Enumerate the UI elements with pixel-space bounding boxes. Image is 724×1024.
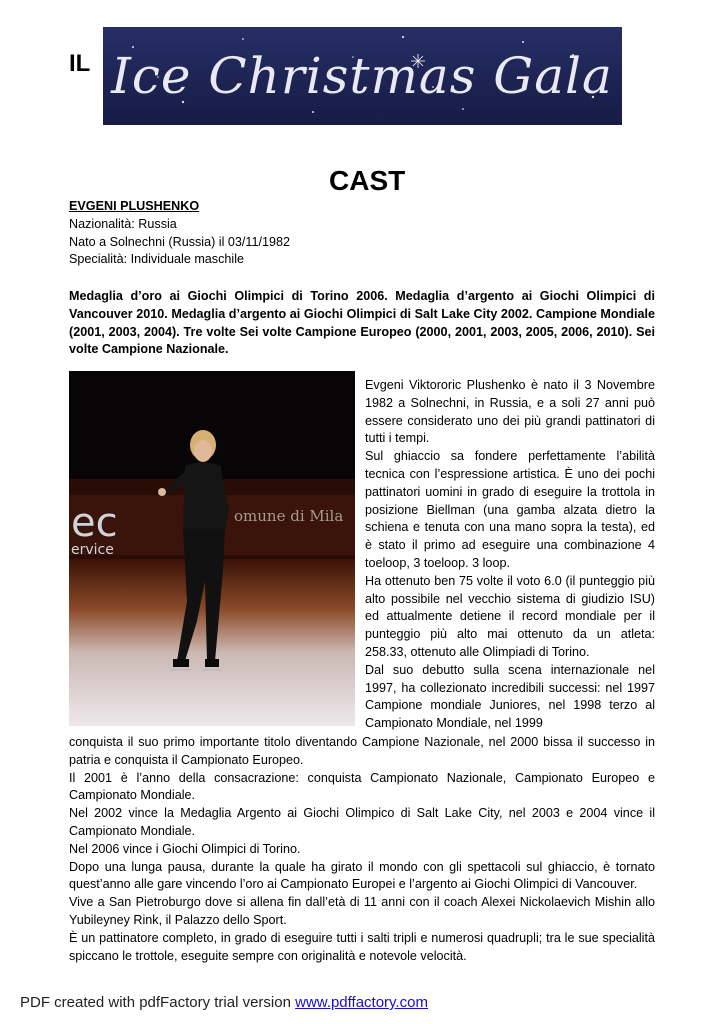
banner-title: Ice Christmas Gala xyxy=(111,47,613,105)
athlete-birth: Nato a Solnechni (Russia) il 03/11/1982 xyxy=(69,234,290,249)
bio-paragraph: Nel 2006 vince i Giochi Olimpici di Torino. xyxy=(69,841,301,856)
bio-paragraph: Sul ghiaccio sa fondere perfettamente l’abilità tecnica con l’espressione artistica. È uno dei pochi pattinatori uomini in grado di eseguire la trottola in posizione Biellman (una gamba alzata dietro la schiena e tenuta con una mano sopra la testa), ed è stato il primo ad eseguire una combinazione 4 toeloop, 3 toeloop. 3 loop. xyxy=(365,449,655,570)
athlete-nationality: Nazionalità: Russia xyxy=(69,216,177,231)
bio-paragraph: Nel 2002 vince la Medaglia Argento ai Giochi Olimpico di Salt Lake City, nel 2003 e 2004 vince il Campionato Mondiale. xyxy=(69,806,655,838)
bio-paragraph: Vive a San Pietroburgo dove si allena fin dall’età di 11 anni con il coach Alexei Nickolaevich Mishin allo Yubileyney Rink, il Palazzo dello Sport. xyxy=(69,895,655,927)
biography-column xyxy=(365,377,655,733)
biography-continued xyxy=(69,734,655,965)
header-prefix: IL xyxy=(69,50,91,77)
awards-summary: Medaglia d’oro ai Giochi Olimpici di Torino 2006. Medaglia d’argento ai Giochi Olimpici di Vancouver 2010. Medaglia d’argento ai Giochi Olimpici di Salt Lake City 2002. Campione Mondiale (2001, 2003, 2004). Tre volte Sei volte Campione Europeo (2000, 2001, 2003, 2005, 2006, 2010). Sei volte Campione Nazionale. xyxy=(69,289,655,357)
section-title: CAST xyxy=(329,165,406,196)
pdffactory-link[interactable]: www.pdffactory.com xyxy=(295,994,428,1011)
rink-sign-left: ec xyxy=(71,500,118,546)
bio-paragraph: È un pattinatore completo, in grado di eseguire tutti i salti tripli e numerosi quadrupli; tra le sue specialità spiccano le trottole, eseguite sempre con originalità e notevole velocità. xyxy=(69,930,655,963)
event-logo-banner xyxy=(103,27,622,125)
footer-text: PDF created with pdfFactory trial version xyxy=(20,994,296,1011)
rink-sign-right: omune di Mila xyxy=(234,507,344,525)
athlete-profile xyxy=(69,198,655,269)
athlete-photo xyxy=(69,371,355,726)
rink-sign-left-sub: ervice xyxy=(71,542,114,558)
bio-paragraph: Evgeni Viktororic Plushenko è nato il 3 Novembre 1982 a Solnechni, in Russia, e a soli 27 anni può essere considerato uno dei più grandi pattinatori di tutti i tempi. xyxy=(365,378,655,446)
bio-paragraph: Ha ottenuto ben 75 volte il voto 6.0 (il punteggio più alto possibile nel vecchio sistema di giudizio ISU) ed attualmente detiene il record mondiale per il punteggio più alto mai ottenuto da un atleta: 258.33, ottenuto alle Olimpiadi di Torino. xyxy=(365,573,655,659)
athlete-name: EVGENI PLUSHENKO xyxy=(69,199,200,213)
bio-paragraph: Dal suo debutto sulla scena internazionale nel 1997, ha collezionato incredibili successi: nel 1997 Campione mondiale Juniores, nel 1998 terzo al Campionato Mondiale, nel 1999 xyxy=(365,662,655,731)
bio-paragraph: conquista il suo primo importante titolo diventando Campione Nazionale, nel 2000 bissa il successo in patria e conquista il Campionato Europeo. xyxy=(69,735,655,767)
pdf-footer xyxy=(20,994,428,1011)
bio-paragraph: Il 2001 è l’anno della consacrazione: conquista Campionato Nazionale, Campionato Europeo e Campionato Mondiale. xyxy=(69,770,655,803)
bio-paragraph: Dopo una lunga pausa, durante la quale ha girato il mondo con gli spettacoli sul ghiaccio, è tornato quest’anno alle gare vincendo l’oro ai Campionato Europei e l’argento ai Giochi Olimpici di Vancouver. xyxy=(69,859,655,892)
athlete-specialty: Specialità: Individuale maschile xyxy=(69,252,245,267)
